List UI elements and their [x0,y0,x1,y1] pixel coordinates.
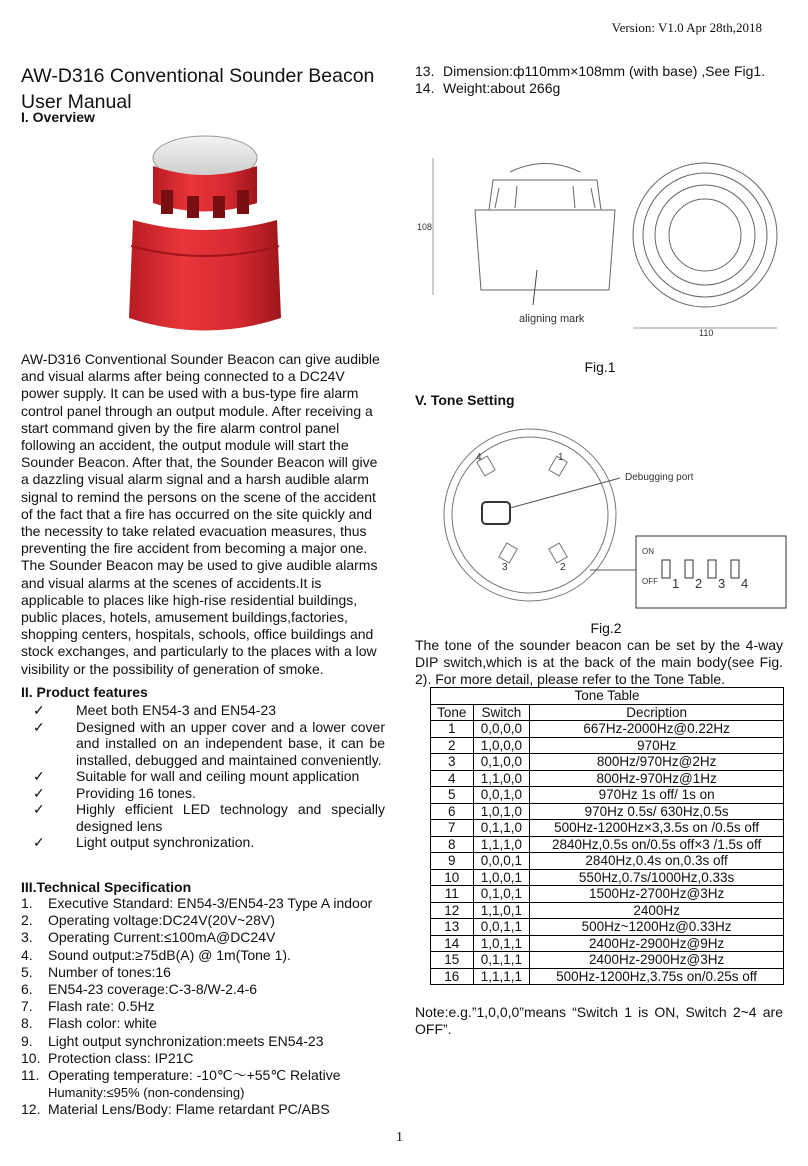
feature-item: ✓ Providing 16 tones. [33,784,196,801]
sound-slot [161,190,173,214]
dimensions-list [415,63,785,97]
dip-switch-2 [685,560,693,578]
table-row: 13 0,0,1,1 500Hz~1200Hz@0.33Hz [431,919,784,936]
top-ring [655,185,755,285]
spec-item: 14. Weight:about 266g [415,80,561,97]
terminal [549,543,567,563]
dip-switch-drawing [440,420,790,616]
side-slot [495,188,499,208]
check-icon: ✓ [33,718,45,735]
dip-number: 1 [672,576,680,591]
column-header: Switch [473,704,530,721]
sound-slot [213,196,225,218]
dip-switch-1 [662,560,670,578]
feature-item: ✓ Highly efficient LED technology and specially designed lens [33,801,385,834]
terminal-number: 3 [502,562,508,573]
check-icon: ✓ [33,784,45,801]
debugging-port-label: Debugging port [625,472,694,483]
specs-heading: III.Technical Specification [21,879,192,895]
feature-item: ✓ Light output synchronization. [33,834,255,850]
height-label: 108 [417,222,433,232]
table-row: 11 0,1,0,1 1500Hz-2700Hz@3Hz [431,886,784,903]
side-lens-outline [510,164,580,173]
table-row: 8 1,1,1,0 2840Hz,0.5s on/0.5s off×3 /1.5s off [431,836,784,853]
feature-item: ✓ Designed with an upper cover and a lower cover and installed on an independent base, it can be installed, debugged and maintained conveniently. [33,718,385,768]
check-icon: ✓ [33,801,45,817]
side-slot [515,186,517,208]
spec-item: 13. Dimension:ф110mm×108mm (with base) ,See Fig1. [415,63,766,79]
dip-switch-3 [708,560,716,578]
spec-item: 1. Executive Standard: EN54-3/EN54-23 Type A indoor [21,895,373,911]
table-row: 12 1,1,0,1 2400Hz [431,902,784,919]
overview-paragraph: AW-D316 Conventional Sounder Beacon can give audible and visual alarms after being connected to a DC24V power supply. It can be used with a bus-type fire alarm control panel through an output module. After receiving a start command given by the fire alarm control panel following an accident, the output module will start the Sounder Beacon. After that, the Sounder Beacon will give a dazzling visual alarm signal and a harsh audible alarm signal to remind the persons on the scene of the accident of the fact that a fire has occurred on the site quickly and the necessity to take related evacuation measures, thus preventing the fire accident from becoming a major one. The Sounder Beacon may be used to give audible alarms and visual alarms at the scenes of accidents.It is applicable to places like high-rise residential buildings, public places, hotels, amusement buildings,factories, shopping centers, hospitals, schools, office buildings and stock exchanges, and particularly to the places with a low visibility or the possibility of generation of smoke. [21,351,380,677]
width-label: 110 [699,328,714,338]
terminal-number: 1 [558,452,564,463]
table-row: 16 1,1,1,1 500Hz-1200Hz,3.75s on/0.25s off [431,968,784,985]
feature-item: ✓ Meet both EN54-3 and EN54-23 [33,702,277,718]
overview-heading: I. Overview [21,109,95,125]
tone-table [430,687,784,985]
check-icon: ✓ [33,702,45,718]
title-line-1: AW-D316 Conventional Sounder Beacon [21,65,375,87]
table-row: 2 1,0,0,0 970Hz [431,737,784,754]
features-list [21,702,385,851]
table-row: 15 0,1,1,1 2400Hz-2900Hz@3Hz [431,952,784,969]
dip-number: 3 [718,576,726,591]
spec-item: 5. Number of tones:16 [21,963,171,980]
aligning-mark-label: aligning mark [519,313,585,325]
side-slot [591,188,595,208]
terminal-number: 4 [476,452,482,463]
features-section [21,684,385,851]
fig2-caption: Fig.2 [590,620,622,636]
table-row: 10 1,0,0,1 550Hz,0.7s/1000Hz,0.33s [431,869,784,886]
table-row: 4 1,1,0,0 800Hz-970Hz@1Hz [431,770,784,787]
title-line-2: User Manual [21,91,132,113]
page-number: 1 [396,1130,403,1145]
column-header: Decription [530,704,784,721]
tone-note: Note:e.g.”1,0,0,0”means “Switch 1 is ON, Switch 2~4 are OFF”. [415,1004,783,1037]
sound-slot [187,196,199,218]
fig1-caption: Fig.1 [584,359,616,375]
specs-section [21,879,391,1119]
dip-off-label: OFF [642,577,658,586]
features-heading: II. Product features [21,684,148,700]
dip-number: 2 [695,576,703,591]
version-label: Version: V1.0 Apr 28th,2018 [611,20,762,35]
terminal [499,543,517,563]
spec-item: 7. Flash rate: 0.5Hz [21,998,155,1015]
spec-item: 9. Light output synchronization:meets EN54-23 [21,1032,324,1049]
spec-item: 4. Sound output:≥75dB(A) @ 1m(Tone 1). [21,946,291,963]
tone-table-title: Tone Table [431,688,784,705]
aligning-mark-leader [533,270,537,305]
table-row: 6 1,0,1,0 970Hz 0.5s/ 630Hz,0.5s [431,803,784,820]
spec-item: 3. Operating Current:≤100mA@DC24V [21,929,276,946]
side-upper-cover [489,180,601,210]
spec-item: Humanity:≤95% (non-condensing) [48,1085,245,1101]
dip-switch-4 [731,560,739,578]
terminal-number: 2 [560,562,566,573]
page-title [21,63,401,115]
check-icon: ✓ [33,768,45,784]
tone-setting-heading: V. Tone Setting [415,392,515,408]
check-icon: ✓ [33,834,45,850]
spec-item: 8. Flash color: white [21,1015,157,1032]
spec-item: 2. Operating voltage:DC24V(20V~28V) [21,912,275,929]
table-row: 5 0,0,1,0 970Hz 1s off/ 1s on [431,787,784,804]
dimensions-section [415,63,785,97]
product-photo [95,128,315,343]
sound-slot [237,190,249,214]
table-row: 14 1,0,1,1 2400Hz-2900Hz@9Hz [431,935,784,952]
feature-item: ✓ Suitable for wall and ceiling mount application [33,768,360,784]
side-base [475,210,615,290]
port-leader-line [510,478,620,508]
column-header: Tone [431,704,474,721]
spec-item: 12. Material Lens/Body: Flame retardant PC/ABS [21,1101,330,1118]
dip-on-label: ON [642,547,654,556]
base-outline [444,429,616,601]
top-lens [669,199,741,271]
table-row: 9 0,0,0,1 2840Hz,0.4s on,0.3s off [431,853,784,870]
spec-item: 10. Protection class: IP21C [21,1049,194,1066]
spec-item: 11. Operating temperature: -10℃～+55℃ Relative [21,1067,341,1084]
tone-setting-paragraph: The tone of the sounder beacon can be set by the 4-way DIP switch,which is at the back of the main body(see Fig. 2). For more detail, please refer to the Tone Table. [415,637,783,687]
top-ring [643,173,767,297]
specs-list [21,895,391,1119]
table-row: 7 0,1,1,0 500Hz-1200Hz×3,3.5s on /0.5s off [431,820,784,837]
lower-base [129,220,281,331]
spec-item: 6. EN54-23 coverage:C-3-8/W-2.4-6 [21,981,258,998]
table-row: 3 0,1,0,0 800Hz/970Hz@2Hz [431,754,784,771]
debugging-port [482,502,510,524]
table-row: 1 0,0,0,0 667Hz-2000Hz@0.22Hz [431,721,784,738]
side-slot [573,186,575,208]
dip-number: 4 [741,576,749,591]
dimension-drawing [415,150,795,340]
